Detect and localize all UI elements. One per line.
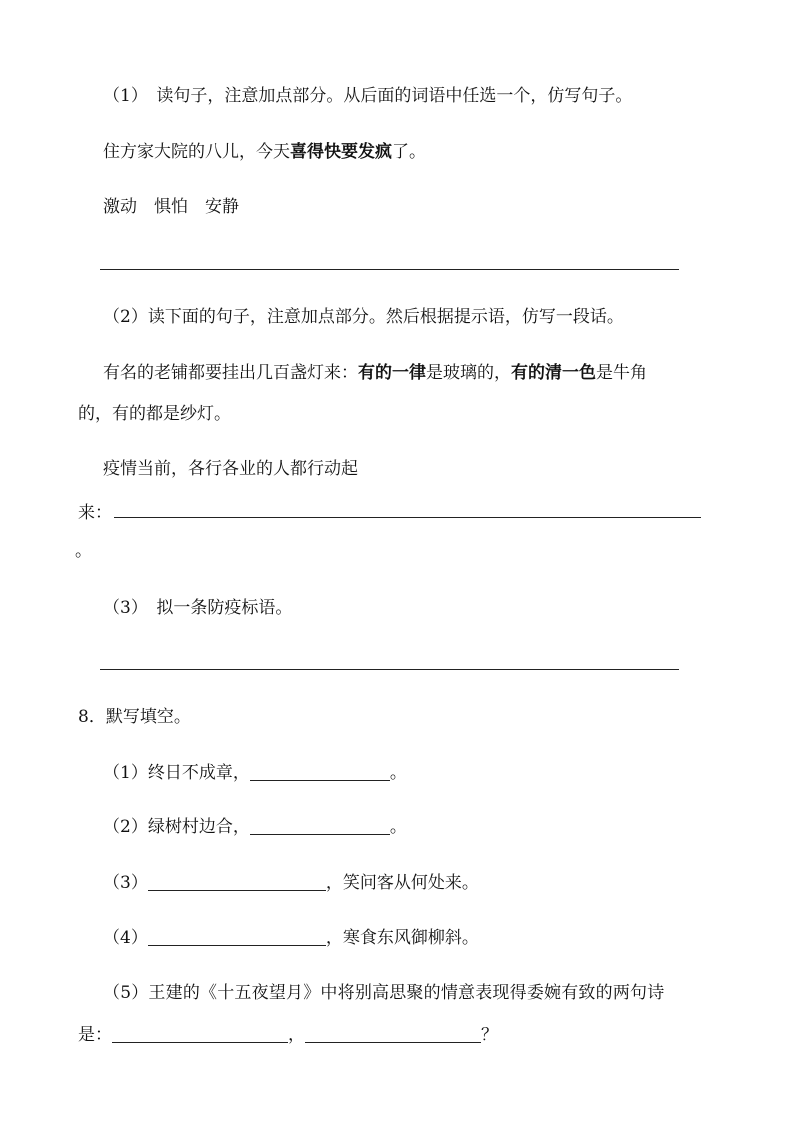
- q2-example-part2: 是玻璃的，: [426, 363, 511, 383]
- s8-item1-blank[interactable]: [250, 764, 390, 781]
- s8-item5-blank2[interactable]: [305, 1026, 481, 1043]
- q2-example-part3: 是牛角: [596, 363, 647, 383]
- q2-example-line2: 的，有的都是纱灯。: [78, 404, 231, 424]
- s8-item5-line2: [78, 1024, 498, 1046]
- s8-item5-line1: （5）王建的《十五夜望月》中将别高思聚的情意表现得委婉有致的两句诗: [103, 983, 665, 1003]
- q3-prompt: （3） 拟一条防疫标语。: [103, 598, 293, 618]
- q1-prompt: （1） 读句子，注意加点部分。从后面的词语中任选一个，仿写句子。: [103, 86, 633, 106]
- q1-sentence-b: 了。: [392, 142, 426, 162]
- s8-item3: [103, 872, 479, 894]
- s8-item2: [103, 816, 407, 838]
- s8-item5-pre: 是：: [78, 1025, 112, 1045]
- q3-answer-line[interactable]: [100, 669, 679, 670]
- q2-answer-line[interactable]: [114, 517, 701, 518]
- s8-item3-pre: （3）: [103, 873, 148, 893]
- q2-hint: 疫情当前，各行各业的人都行动起: [103, 459, 358, 479]
- s8-item1-post: 。: [389, 763, 407, 783]
- s8-item2-blank[interactable]: [250, 818, 390, 835]
- s8-item4-post: ，寒食东风御柳斜。: [325, 928, 479, 948]
- q1-sentence: [103, 141, 426, 163]
- s8-item4-blank[interactable]: [148, 929, 326, 946]
- s8-item3-blank[interactable]: [148, 874, 326, 891]
- s8-item1: [103, 762, 407, 784]
- q1-word-options: 激动 惧怕 安静: [103, 197, 239, 217]
- q2-example-bold2: 有的清一色: [511, 363, 596, 383]
- s8-item5-mid: ，: [288, 1025, 305, 1045]
- q2-example-line1: [103, 362, 647, 384]
- s8-item1-pre: （1）终日不成章，: [103, 763, 250, 783]
- q2-example-part1: 有名的老铺都要挂出几百盏灯来：: [103, 363, 358, 383]
- s8-item5-blank1[interactable]: [112, 1026, 288, 1043]
- s8-item2-pre: （2）绿树村边合，: [103, 817, 250, 837]
- s8-item2-post: 。: [389, 817, 407, 837]
- section8-title: 8．默写填空。: [78, 707, 191, 727]
- q1-sentence-bold: 喜得快要发疯: [290, 142, 392, 162]
- q1-answer-line[interactable]: [100, 269, 679, 270]
- q2-example-bold1: 有的一律: [358, 363, 426, 383]
- s8-item4-pre: （4）: [103, 928, 148, 948]
- q2-prompt: （2）读下面的句子，注意加点部分。然后根据提示语，仿写一段话。: [103, 307, 624, 327]
- s8-item3-post: ，笑问客从何处来。: [325, 873, 479, 893]
- q2-end-period: 。: [75, 541, 92, 561]
- s8-item5-post: ？: [481, 1025, 498, 1045]
- q2-continuation-label: 来：: [78, 503, 112, 523]
- s8-item4: [103, 927, 479, 949]
- q1-sentence-a: 住方家大院的八儿，今天: [103, 142, 290, 162]
